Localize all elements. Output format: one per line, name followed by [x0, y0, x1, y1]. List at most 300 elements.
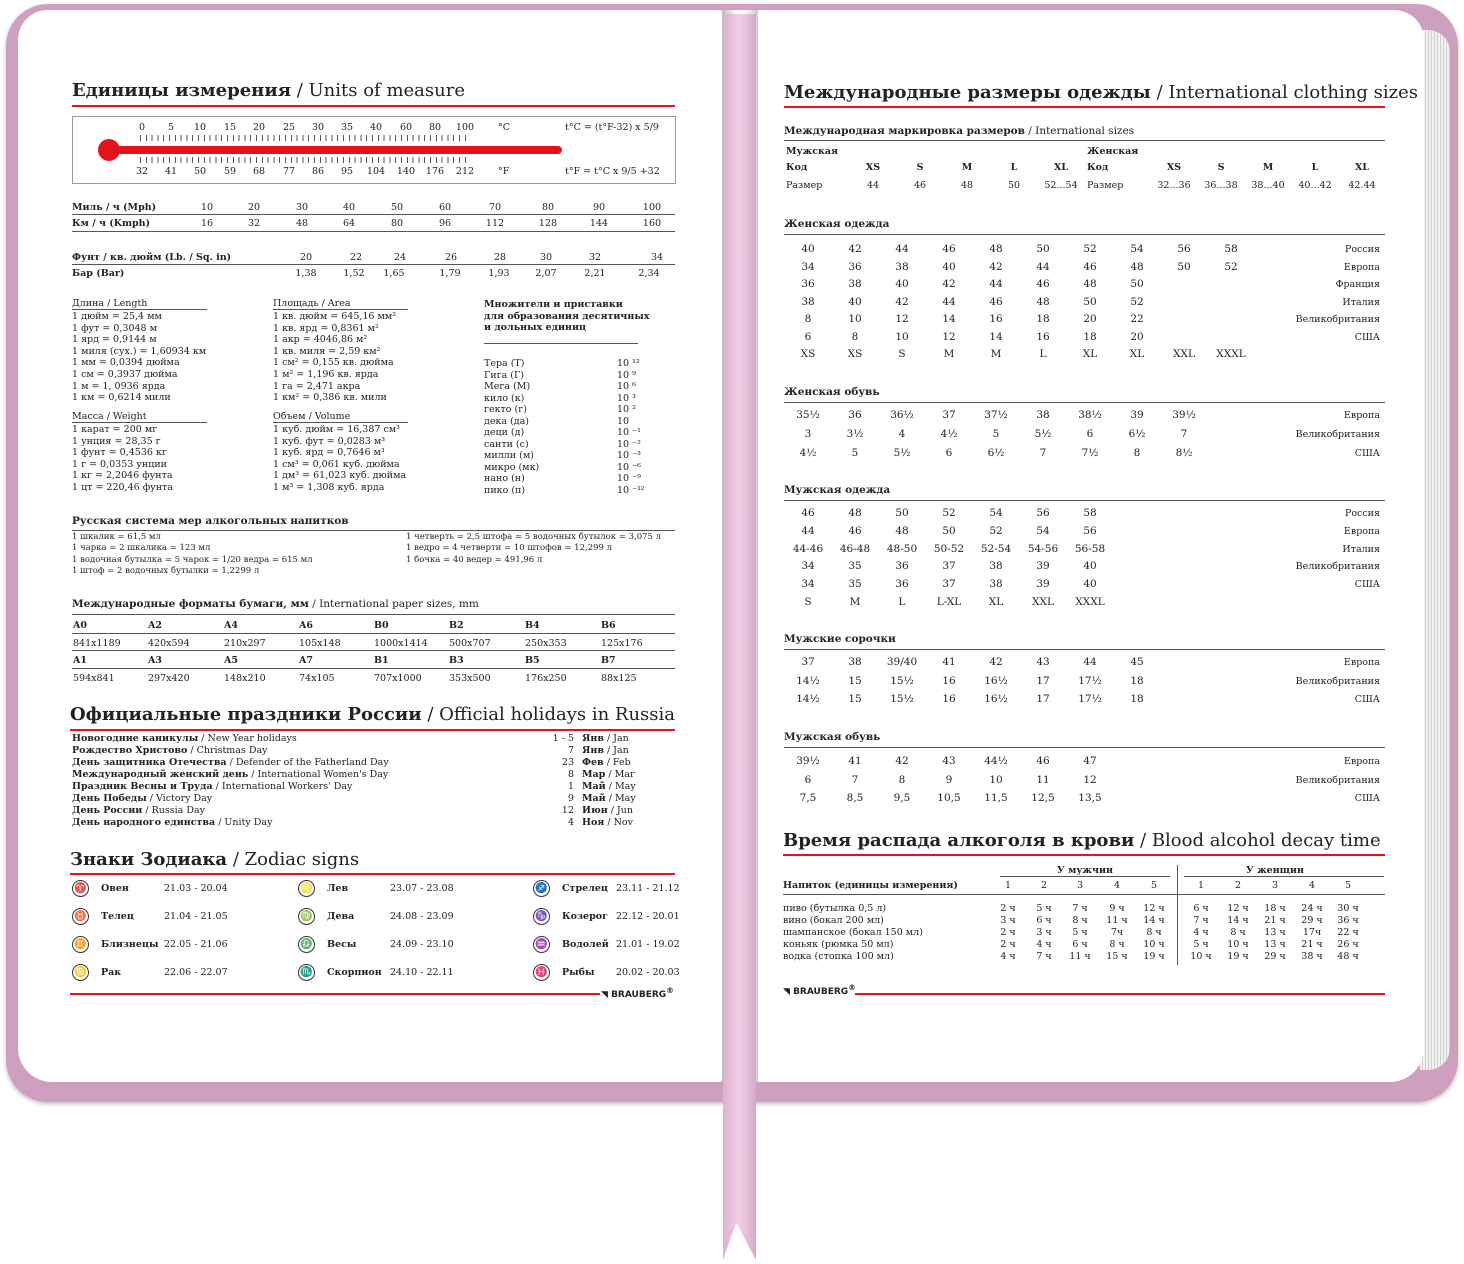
holiday-month-ru: Ноя: [582, 817, 605, 828]
decay-women-value: 4 ч: [1193, 927, 1209, 938]
women-clothes-cell: XXL: [1173, 348, 1195, 360]
mph-label: Миль / ч (Mph): [72, 202, 157, 213]
paper-rule: [72, 633, 675, 634]
men-shirts-cell: 38: [848, 656, 862, 668]
zodiac-name: Скорпион: [327, 967, 382, 978]
left-page: [18, 10, 723, 1082]
paper-size: 74x105: [299, 673, 335, 684]
men-shirts-cell: 16½: [984, 693, 1008, 705]
area-item: 1 га = 2,471 акра: [273, 380, 361, 392]
intl-sizes-title: [784, 125, 1134, 137]
prefix-power: 10 ⁶: [617, 381, 636, 392]
men-clothes-cell: 35: [848, 578, 862, 591]
decay-drink: коньяк (рюмка 50 мл): [783, 939, 894, 950]
women-clothes-cell: 38: [801, 295, 815, 308]
decay-women-value: 36 ч: [1337, 915, 1359, 926]
men-clothes-cell: XL: [988, 596, 1004, 608]
prefix-name: пико (п): [484, 484, 526, 496]
prefix-rule: [484, 343, 638, 344]
mph-value: 50: [390, 202, 404, 213]
men-shirts-cell: 41: [942, 656, 956, 668]
decay-women-value: 24 ч: [1301, 903, 1323, 914]
decay-drink: вино (бокал 200 мл): [783, 915, 884, 926]
men-shirts-cell: 17: [1036, 674, 1050, 687]
bar-value: 1,65: [383, 268, 405, 279]
area-item: 1 акр = 4046,86 м²: [273, 334, 368, 346]
women-clothes-cell: 16: [989, 313, 1003, 325]
zodiac-title: [70, 849, 359, 870]
psi-value: 26: [444, 252, 458, 263]
decay-women-value: 14 ч: [1227, 915, 1249, 926]
men-shoes-cell: 46: [1036, 755, 1050, 767]
men-clothes-cell: 38: [989, 560, 1003, 573]
decay-col: 4: [1308, 880, 1316, 891]
holiday-name-en: / Unity Day: [215, 817, 273, 828]
zodiac-dates: 21.01 - 19.02: [616, 939, 680, 950]
bar-value: 1,38: [295, 268, 317, 279]
women-clothes-cell: 14: [989, 330, 1003, 343]
men-clothes-country: Европа: [1343, 525, 1380, 537]
paper-size: 125x176: [601, 638, 643, 649]
men-size: 44: [866, 180, 880, 191]
decay-women-value: 13 ч: [1264, 939, 1286, 950]
holiday-month-ru: Янв: [582, 745, 604, 756]
psi-value: 34: [650, 252, 664, 263]
volume-item: 1 см³ = 0,061 куб. дюйма: [273, 458, 400, 470]
women-shoes-cell: 6½: [1128, 428, 1146, 440]
zodiac-dates: 22.06 - 22.07: [164, 967, 228, 978]
length-item: 1 миля (сух.) = 1,60934 км: [72, 345, 207, 357]
men-clothes-country: Великобритания: [1295, 561, 1380, 573]
women-shoes-cell: 3½: [846, 428, 864, 440]
holiday-month-ru: Фев: [582, 757, 604, 768]
zodiac-dates: 23.11 - 21.12: [616, 883, 680, 894]
men-shoes-cell: 47: [1083, 755, 1097, 767]
women-clothes-country: Италия: [1342, 296, 1380, 308]
men-clothes-cell: 44-46: [792, 542, 824, 555]
formula-c: t°C = (t°F-32) x 5/9: [565, 122, 659, 133]
decay-women-value: 19 ч: [1227, 951, 1249, 962]
decay-women-value: 17ч: [1302, 927, 1322, 938]
men-shoes-cell: 41: [848, 755, 862, 767]
holiday-name-en: / Christmas Day: [187, 745, 268, 756]
prefix-name: гекто (г): [484, 404, 527, 415]
men-shirts-cell: 16: [942, 693, 956, 705]
formula-f: t°F = t°C x 9/5 +32: [565, 166, 660, 177]
decay-women-value: 48 ч: [1337, 951, 1359, 962]
celsius-tick: 80: [428, 122, 442, 133]
holiday-row: [72, 817, 272, 828]
paper-size: 707x1000: [374, 673, 422, 684]
paper-title: [72, 598, 479, 610]
women-clothes-cell: 8: [804, 313, 812, 325]
celsius-tick: 35: [340, 122, 354, 133]
men-shirts-cell: 17½: [1078, 693, 1102, 705]
paper-name: B6: [601, 620, 616, 631]
men-code: XL: [1053, 162, 1069, 173]
men-shoes-cell: 10,5: [937, 792, 961, 804]
mph-value: 100: [642, 202, 662, 213]
paper-size: 500x707: [449, 638, 491, 649]
mass-item: 1 цт = 220,46 фунта: [72, 482, 173, 493]
paper-size: 353x500: [449, 673, 491, 684]
women-clothes-cell: 14: [942, 313, 956, 325]
women-shoes-cell: 38: [1036, 409, 1050, 421]
women-shoes-cell: 6: [1086, 428, 1094, 440]
alcohol-measure-right: 1 четверть = 2,5 штофа = 5 водочных бутылок = 3,075 л: [406, 532, 662, 542]
women-shoes-cell: 7: [1039, 447, 1047, 459]
kmph-value: 48: [295, 218, 309, 229]
decay-women-value: 26 ч: [1337, 939, 1359, 950]
paper-size: 250x353: [525, 638, 567, 649]
women-code: L: [1311, 162, 1319, 173]
kmph-value: 64: [342, 218, 356, 229]
women-label: Женская: [1087, 146, 1139, 157]
decay-col: 2: [1040, 880, 1048, 891]
women-clothes-cell: 6: [804, 330, 812, 343]
holiday-day: 1 - 5: [552, 733, 574, 744]
prefix-name: санти (с): [484, 438, 529, 450]
holiday-row: [72, 793, 212, 804]
men-size: 50: [1007, 180, 1021, 191]
intl-rule: [784, 140, 1385, 141]
men-shoes-country: США: [1354, 793, 1380, 804]
women-shoes-country: Великобритания: [1295, 429, 1380, 440]
celsius-tick: 100: [455, 122, 475, 133]
men-clothes-cell: 34: [801, 560, 815, 573]
men-clothes-cell: 40: [1083, 578, 1097, 591]
women-clothes-rule: [784, 234, 1385, 235]
holiday-name: День Победы: [72, 793, 147, 804]
kmph-label: Км / ч (Kmph): [72, 218, 151, 229]
men-shirts-cell: 16: [942, 674, 956, 687]
holiday-month-en: / May: [605, 793, 636, 804]
women-code: XL: [1354, 162, 1370, 173]
women-clothes-cell: 50: [1083, 295, 1097, 308]
women-clothes-title: Женская одежда: [784, 218, 890, 230]
zodiac-icon: ♎: [298, 936, 315, 953]
decay-women-value: 21 ч: [1301, 939, 1323, 950]
mass-item: 1 фунт = 0,4536 кг: [72, 447, 167, 459]
men-shoes-cell: 9: [945, 773, 953, 786]
men-clothes-cell: XXL: [1032, 596, 1054, 608]
fahrenheit-tick: 104: [366, 166, 386, 177]
alcohol-measure-left: 1 шкалик = 61,5 мл: [72, 532, 161, 542]
decay-women-value: 29 ч: [1264, 951, 1286, 962]
women-clothes-cell: 44: [942, 295, 956, 308]
men-clothes-cell: 48: [895, 524, 909, 537]
men-clothes-cell: 34: [801, 578, 815, 591]
decay-men-value: 8 ч: [1072, 915, 1088, 926]
paper-name: B7: [601, 655, 616, 666]
women-shoes-cell: 6½: [987, 447, 1005, 459]
decay-col: 1: [1197, 880, 1205, 891]
zodiac-title-en: / Zodiac signs: [227, 849, 360, 870]
women-shoes-cell: 4½: [940, 428, 958, 440]
decay-men-value: 3 ч: [1000, 915, 1016, 926]
bar-value: 2,21: [584, 268, 606, 279]
area-item: 1 см² = 0,155 кв. дюйма: [273, 357, 394, 369]
decay-women-value: 10 ч: [1190, 951, 1212, 962]
volume-item: 1 дм³ = 61,023 куб. дюйма: [273, 470, 407, 482]
men-shoes-cell: 12,5: [1031, 792, 1055, 804]
bookmark-ribbon[interactable]: [723, 14, 756, 1260]
women-clothes-cell: 46: [1036, 278, 1050, 290]
men-shirts-cell: 14½: [796, 674, 820, 687]
women-clothes-cell: 20: [1130, 330, 1144, 343]
mph-value: 90: [592, 202, 606, 213]
women-clothes-cell: 44: [895, 243, 909, 255]
psi-value: 20: [299, 252, 313, 263]
decay-men-value: 11 ч: [1106, 915, 1128, 926]
decay-men-label: У мужчин: [1057, 865, 1113, 876]
prefix-power: 10 ⁻⁹: [617, 473, 641, 484]
women-clothes-cell: 50: [1177, 260, 1191, 273]
decay-women-value: 5 ч: [1193, 939, 1209, 950]
women-clothes-cell: 10: [895, 330, 909, 343]
celsius-tick: 30: [311, 122, 325, 133]
women-clothes-cell: 38: [848, 278, 862, 290]
women-clothes-country: США: [1354, 331, 1380, 343]
prefix-power: 10 ⁻³: [617, 450, 641, 461]
bar-value: 1,79: [439, 268, 461, 279]
paper-rule: [72, 650, 675, 651]
decay-men-value: 2 ч: [1000, 939, 1016, 950]
men-code: L: [1010, 162, 1018, 173]
holiday-month-en: / Jan: [603, 733, 629, 744]
men-size-label: Размер: [786, 180, 823, 191]
mph-value: 10: [200, 202, 214, 213]
women-shoes-cell: 4: [898, 428, 906, 440]
holiday-month-ru: Май: [582, 793, 606, 804]
men-shoes-cell: 43: [942, 755, 956, 767]
zodiac-icon: ♑: [533, 908, 550, 925]
zodiac-dates: 22.12 - 20.01: [616, 911, 680, 922]
mph-value: 60: [438, 202, 452, 213]
women-shoes-cell: 37½: [984, 409, 1008, 421]
women-clothes-cell: 18: [1036, 313, 1050, 325]
prefix-power: 10 ²: [617, 404, 636, 415]
paper-name: A5: [224, 655, 238, 666]
volume-title: Объем / Volume: [273, 411, 351, 422]
women-clothes-cell: 40: [848, 295, 862, 308]
celsius-tick: 5: [167, 122, 175, 133]
mass-item: 1 унция = 28,35 г: [72, 435, 161, 447]
women-clothes-country: Великобритания: [1295, 314, 1380, 325]
brand-logo-left: [601, 986, 674, 1000]
men-code: M: [961, 162, 973, 173]
paper-name: A1: [73, 655, 87, 666]
mass-item: 1 г = 0,0353 унции: [72, 458, 167, 470]
men-clothes-cell: 50: [895, 507, 909, 519]
women-clothes-cell: 10: [848, 313, 862, 325]
zodiac-name: Близнецы: [101, 939, 159, 950]
women-size: 32...36: [1157, 180, 1191, 191]
bar-value: 1,52: [343, 268, 365, 279]
men-clothes-cell: 52-54: [980, 542, 1012, 555]
decay-women-value: 6 ч: [1193, 903, 1209, 914]
men-clothes-cell: S: [804, 596, 812, 608]
men-clothes-cell: 50-52: [933, 542, 965, 555]
zodiac-name: Дева: [327, 911, 355, 922]
holiday-name: Рождество Христово: [72, 745, 188, 756]
mph-value: 30: [295, 202, 309, 213]
women-clothes-cell: 52: [1130, 295, 1144, 308]
thermometer-tube: [110, 146, 562, 154]
women-clothes-cell: 48: [989, 243, 1003, 255]
paper-rule: [72, 614, 675, 615]
holiday-name: День защитника Отечества: [72, 757, 227, 768]
paper-name: B0: [374, 620, 389, 631]
women-size: 38...40: [1251, 180, 1285, 191]
psi-value: 24: [393, 252, 407, 263]
decay-women-value: 21 ч: [1264, 915, 1286, 926]
women-clothes-cell: 42: [942, 278, 956, 290]
volume-item: 1 куб. ярд = 0,7646 м³: [273, 447, 385, 459]
bar-label: Бар (Bar): [72, 268, 125, 279]
men-clothes-cell: 58: [1083, 507, 1097, 519]
women-clothes-cell: 56: [1177, 243, 1191, 255]
psi-value: 28: [493, 252, 507, 263]
men-shirts-cell: 16½: [984, 674, 1008, 687]
zodiac-icon: ♉: [72, 908, 89, 925]
women-clothes-cell: 44: [989, 278, 1003, 290]
men-shoes-title: Мужская обувь: [784, 731, 881, 743]
men-shirts-cell: 18: [1130, 693, 1144, 705]
zodiac-dates: 23.07 - 23.08: [390, 883, 454, 894]
decay-women-label: У женщин: [1246, 865, 1304, 876]
women-size: 36...38: [1204, 180, 1238, 191]
decay-title-en: / Blood alcohol decay time: [1134, 830, 1381, 851]
holiday-month: [582, 769, 635, 781]
holiday-month-en: / Nov: [604, 817, 633, 828]
women-clothes-cell: 40: [895, 278, 909, 290]
prefix-name: Мега (М): [484, 381, 531, 392]
speed-rule-bottom: [72, 231, 675, 232]
zodiac-name: Телец: [101, 911, 134, 922]
women-shoes-cell: 5: [851, 447, 859, 459]
women-code: M: [1262, 162, 1274, 173]
fahrenheit-tick: 32: [135, 166, 149, 177]
psi-value: 22: [349, 252, 363, 263]
clothing-title: [784, 82, 1418, 103]
holiday-month: [582, 805, 633, 817]
women-clothes-cell: 40: [801, 243, 815, 255]
women-clothes-cell: 42: [848, 243, 862, 255]
women-shoes-cell: 38½: [1078, 409, 1102, 421]
paper-size: 176x250: [525, 673, 567, 684]
kmph-value: 160: [642, 218, 662, 229]
area-item: 1 км² = 0,386 кв. мили: [273, 392, 387, 404]
fahrenheit-tick: 50: [193, 166, 207, 177]
men-shoes-cell: 11: [1036, 773, 1050, 786]
fahrenheit-tick: 95: [340, 166, 354, 177]
decay-men-value: 19 ч: [1143, 951, 1165, 962]
paper-name: A4: [224, 620, 238, 631]
decay-col: 2: [1234, 880, 1242, 891]
women-clothes-cell: 54: [1130, 243, 1144, 255]
holiday-name: День народного единства: [72, 817, 216, 828]
paper-name: A3: [148, 655, 162, 666]
celsius-tick: 40: [369, 122, 383, 133]
decay-men-value: 9 ч: [1109, 903, 1125, 914]
women-clothes-cell: 42: [989, 260, 1003, 273]
men-clothes-cell: XXXL: [1075, 596, 1105, 608]
women-clothes-cell: XS: [847, 348, 863, 360]
paper-title-en: / International paper sizes, mm: [308, 598, 479, 610]
length-item: 1 мм = 0,0394 дюйма: [72, 357, 180, 369]
decay-title: [783, 830, 1381, 851]
kmph-value: 80: [390, 218, 404, 229]
decay-drink: шампанское (бокал 150 мл): [783, 927, 923, 938]
women-clothes-cell: 40: [942, 260, 956, 273]
women-shoes-cell: 36½: [890, 409, 914, 421]
men-shirts-cell: 43: [1036, 656, 1050, 668]
men-clothes-cell: 37: [942, 560, 956, 573]
men-clothes-cell: 46: [801, 507, 815, 519]
area-item: 1 кв. миля = 2,59 км²: [273, 345, 381, 357]
brand-name: BRAUBERG: [793, 987, 849, 997]
units-title-ru: Единицы измерения: [72, 80, 291, 101]
women-code: XS: [1166, 162, 1182, 173]
decay-col: 3: [1076, 880, 1084, 891]
prefix-name: милли (м): [484, 450, 534, 461]
women-clothes-cell: 38: [895, 260, 909, 273]
prefix-title: и дольных единиц: [484, 322, 587, 333]
women-clothes-cell: M: [943, 348, 955, 360]
zodiac-icon: ♋: [72, 964, 89, 981]
women-shoes-cell: 5½: [893, 447, 911, 459]
holiday-name-en: / International Workers' Day: [212, 781, 353, 792]
men-clothes-cell: M: [849, 596, 861, 608]
men-shoes-cell: 12: [1083, 773, 1097, 786]
paper-name: B5: [525, 655, 540, 666]
alcohol-measure-right: 1 бочка = 40 ведер = 491,96 л: [406, 554, 543, 565]
paper-name: A0: [73, 620, 87, 631]
clothing-underline: [784, 106, 1385, 108]
kmph-value: 16: [200, 218, 214, 229]
decay-drink: пиво (бутылка 0,5 л): [783, 903, 887, 914]
paper-size: 105x148: [299, 638, 341, 649]
length-item: 1 дюйм = 25,4 мм: [72, 311, 162, 322]
men-shoes-cell: 13,5: [1078, 792, 1102, 804]
holiday-month-ru: Янв: [582, 733, 604, 744]
length-item: 1 см = 0,3937 дюйма: [72, 369, 178, 380]
women-clothes-cell: L: [1039, 348, 1047, 360]
decay-women-value: 29 ч: [1301, 915, 1323, 926]
decay-col: 5: [1150, 880, 1158, 891]
holiday-day: 8: [567, 769, 574, 780]
men-size: 48: [960, 180, 974, 191]
alcohol-measure-left: 1 водочная бутылка = 5 чарок = 1/20 ведра = 615 мл: [72, 554, 313, 565]
paper-size: 88x125: [601, 673, 637, 684]
zodiac-icon: ♓: [533, 964, 550, 981]
alcohol-measure-right: 1 ведро = 4 четверти = 10 штофов = 12,299 л: [406, 543, 613, 554]
men-shoes-cell: 8,5: [846, 792, 864, 804]
zodiac-name: Рак: [101, 967, 122, 978]
women-clothes-cell: 20: [1083, 313, 1097, 325]
women-clothes-cell: 36: [801, 278, 815, 290]
women-clothes-cell: 48: [1083, 278, 1097, 290]
decay-men-value: 6 ч: [1036, 915, 1052, 926]
volume-item: 1 м³ = 1,308 куб. ярда: [273, 482, 385, 493]
clothing-title-ru: Международные размеры одежды: [784, 82, 1151, 103]
zodiac-icon: ♌: [298, 880, 315, 897]
paper-size: 420x594: [148, 638, 190, 649]
prefix-power: 10 ⁻⁶: [617, 461, 641, 473]
decay-underline: [783, 854, 1385, 856]
psi-label: Фунт / кв. дюйм (Lb. / Sq. in): [72, 252, 232, 263]
